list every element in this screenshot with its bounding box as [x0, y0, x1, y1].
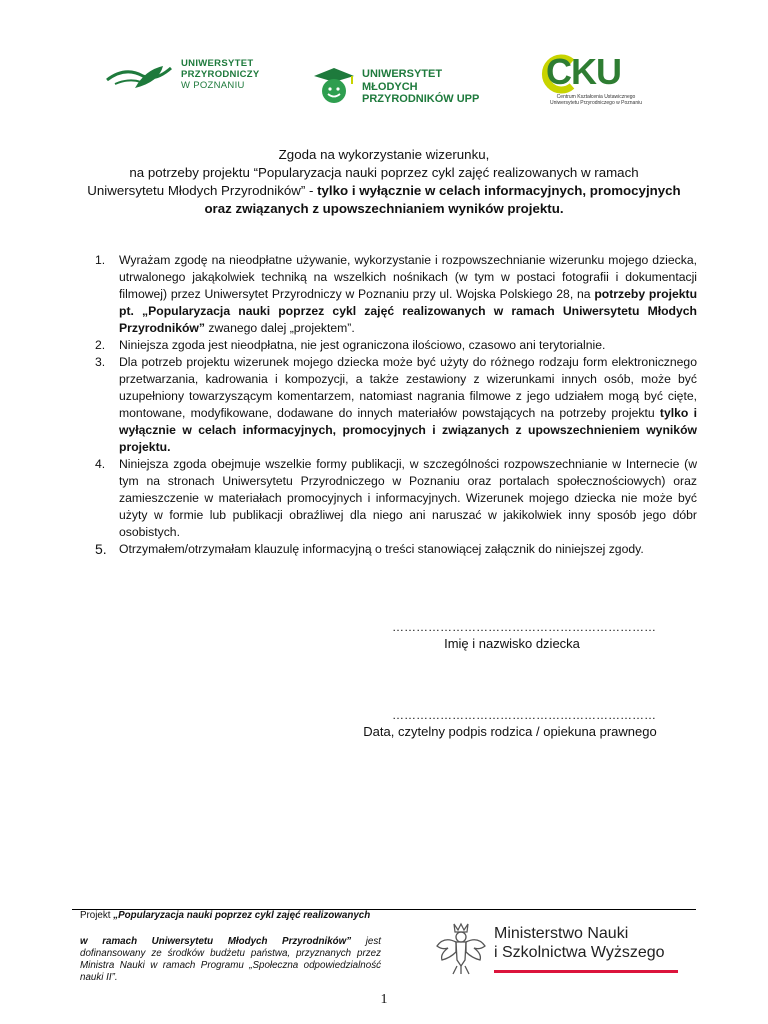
graduate-face-icon [312, 66, 356, 106]
item5-text: Otrzymałem/otrzymałam klauzulę informacyjną o treści stanowiącej załącznik do niniejszej zgody. [119, 542, 644, 556]
cku-sub-line2: Uniwersytetu Przyrodniczego w Poznaniu [550, 100, 642, 106]
logo-up-line2: PRZYRODNICZY [181, 69, 260, 80]
logo-ump-line3: PRZYRODNIKÓW UPP [362, 93, 480, 105]
footer-p2-bold: w ramach Uniwersytetu Młodych Przyrodników” [80, 936, 352, 947]
footer-funding-note [80, 910, 381, 984]
list-item-number: 1. [95, 253, 106, 267]
child-name-line: ………………………………………………………… [392, 620, 656, 634]
title-line3-plain: Uniwersytetu Młodych Przyrodników” - [87, 183, 318, 198]
list-item [95, 541, 697, 558]
cku-wordmark: CKU [546, 51, 621, 92]
parent-signature-label: Data, czytelny podpis rodzica / opiekuna prawnego [363, 724, 657, 739]
item3-text-a: Dla potrzeb projektu wizerunek mojego dziecka może być użyty do różnego rodzaju form elektronicznego przetwarzania, kadrowania i kompozycji, a także zestawiony z wizerunkami innych osób, może być uzupełniony towarzyszącym komentarzem, natomiast nagrania filmowe z jego udziałem mogą być cięte, montowane, modyfikowane, dodawane do innych materiałów powstających na potrzeby projektu [119, 355, 697, 420]
footer-p1 [80, 910, 381, 922]
footer-p1-plain: Projekt [80, 910, 114, 921]
cku-sub-line1: Centrum Kształcenia Ustawicznego [556, 94, 636, 100]
logo-ump-line2: MŁODYCH [362, 80, 418, 93]
item3-bold: tylko i wyłącznie w celach informacyjnych, promocyjnych i związanych z upowszechnieniem wyników projektu. [119, 406, 697, 454]
list-item-number: 3. [95, 355, 106, 369]
ministry-line1: Ministerstwo Nauki [494, 925, 629, 942]
ministry-logo [434, 920, 694, 978]
item1-text-b: zwanego dalej „projektem”. [205, 321, 355, 335]
polish-eagle-icon [434, 920, 488, 976]
title-line4 [60, 200, 708, 218]
up-leaf-icon [105, 60, 177, 96]
title-line3 [60, 182, 708, 200]
title-line4-bold: oraz związanych z upowszechnianiem wyników projektu. [204, 201, 564, 216]
logo-uniwersytet-przyrodniczy [105, 58, 265, 98]
title-line2: na potrzeby projektu “Popularyzacja nauki poprzez cykl zajęć realizowanych w ramach [129, 165, 639, 180]
ministry-red-bar [494, 970, 678, 973]
ministry-line2: i Szkolnictwa Wyższego [494, 944, 665, 961]
footer-p2-rest: jest dofinansowany ze środków budżetu państwa, przyznanych przez Ministra Nauki w ramach Programu „Społeczna odpowiedzialność nauki II”. [80, 936, 381, 983]
logo-uniwersytet-mlodych-przyrodnikow [312, 66, 487, 108]
logo-cku [540, 52, 650, 116]
title-line3-bold: tylko i wyłącznie w celach informacyjnych, promocyjnych [317, 183, 681, 198]
document-title [60, 146, 708, 218]
list-item-number: 5. [95, 541, 107, 557]
logo-ump-line1: UNIWERSYTET [362, 68, 443, 80]
item2-text: Niniejsza zgoda jest nieodpłatna, nie jest ograniczona ilościowo, czasowo ani terytorialnie. [119, 338, 606, 352]
list-item [95, 354, 697, 456]
child-name-label: Imię i nazwisko dziecka [444, 636, 580, 651]
list-item-number: 2. [95, 338, 106, 352]
item1-bold: potrzeby projektu pt. „Popularyzacja nauki poprzez cykl zajęć realizowanych w ramach Uniwersytetu Młodych Przyrodników” [119, 287, 698, 335]
logo-up-line1: UNIWERSYTET [181, 58, 254, 69]
list-item [95, 456, 697, 541]
page-number: 1 [380, 992, 388, 1007]
item1-text-a: Wyrażam zgodę na nieodpłatne używanie, wykorzystanie i rozpowszechnianie wizerunku mojego dziecka, utrwalonego jakąkolwiek techniką na wszelkich nośnikach (w tym w postaci fotografii i dokumentacji filmowej) przez Uniwersytet Przyrodniczy w Poznaniu przy ul. Wojska Polskiego 28, na [119, 253, 697, 301]
item4-text: Niniejsza zgoda obejmuje wszelkie formy publikacji, w szczególności rozpowszechnianie w Internecie (w tym na stronach Uniwersytetu Przyrodniczego w Poznaniu oraz portalach społecznościowych) oraz zamieszczenie w materiałach promocyjnych i informacyjnych. Wizerunek mojego dziecka nie może być użyty w formie lub publikacji obraźliwej dla niego ani naruszać w jakikolwiek inny sposób jego dóbr osobistych. [119, 457, 697, 539]
title-line1: Zgoda na wykorzystanie wizerunku, [278, 147, 490, 162]
list-item [95, 337, 697, 354]
parent-signature-line: ………………………………………………………… [392, 708, 656, 722]
footer-p2 [80, 936, 381, 984]
list-item-number: 4. [95, 457, 106, 471]
consent-list [95, 252, 697, 558]
footer-p1-bold: „Popularyzacja nauki poprzez cykl zajęć realizowanych [113, 910, 371, 921]
logo-up-line3: W POZNANIU [181, 80, 245, 91]
list-item [95, 252, 697, 337]
